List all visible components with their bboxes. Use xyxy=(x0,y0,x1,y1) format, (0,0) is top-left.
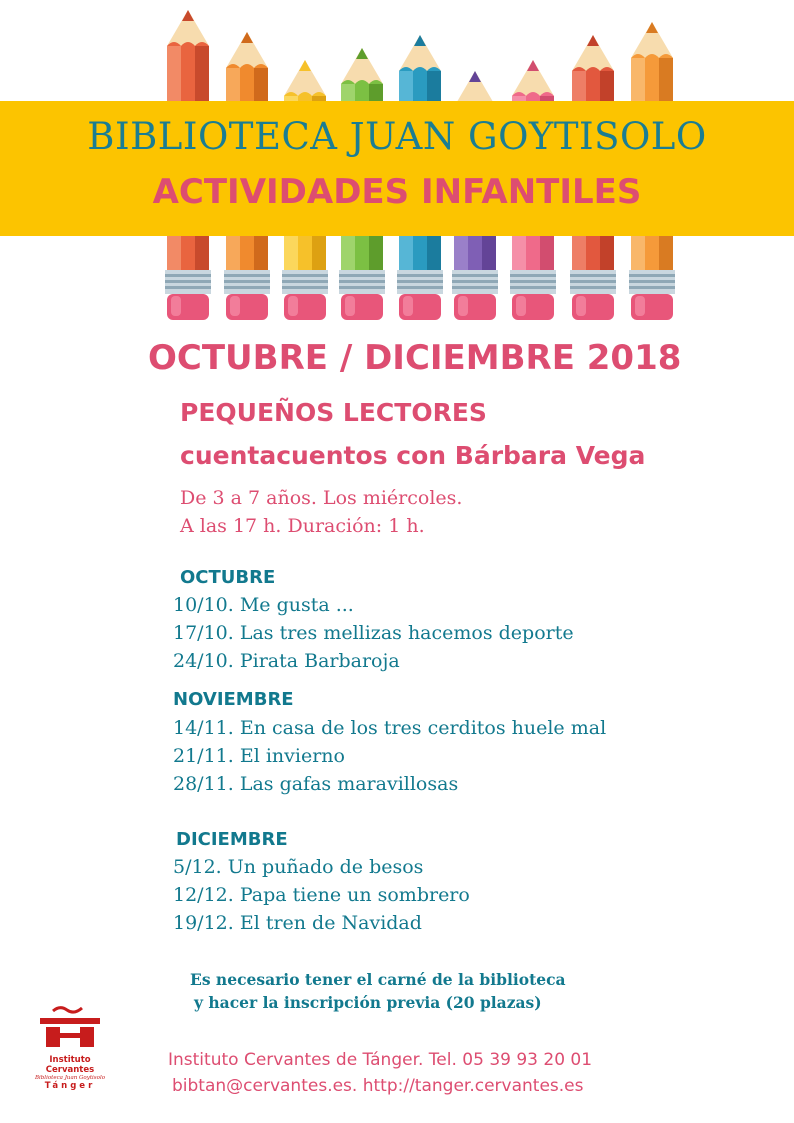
month-heading-december: DICIEMBRE xyxy=(176,829,288,850)
schedule-item: 17/10. Las tres mellizas hacemos deporte xyxy=(173,622,574,644)
pencil-eraser-highlight xyxy=(171,296,181,316)
pencil-lead-tip xyxy=(356,48,368,59)
library-title: BIBLIOTECA JUAN GOYTISOLO xyxy=(87,115,707,158)
pencil-ferrule-band xyxy=(339,280,385,283)
pencil-ferrule-band xyxy=(629,280,675,283)
cervantes-emblem-icon xyxy=(34,1005,106,1051)
schedule-item: 21/11. El invierno xyxy=(173,745,345,767)
pencil-ferrule-band xyxy=(397,280,443,283)
pencil-lead-tip xyxy=(241,32,253,43)
logo-line-3: Biblioteca Juan Goytisolo xyxy=(34,1075,106,1081)
program-description: cuentacuentos con Bárbara Vega xyxy=(180,441,646,470)
pencil-eraser-highlight xyxy=(345,296,355,316)
pencil-ferrule-band xyxy=(339,274,385,277)
pencil-ferrule-band xyxy=(165,274,211,277)
pencil-ferrule-band xyxy=(397,286,443,289)
pencil-ferrule-band xyxy=(282,286,328,289)
pencil-body-scallop xyxy=(572,67,614,71)
schedule-item: 24/10. Pirata Barbaroja xyxy=(173,650,400,672)
pencil-ferrule-band xyxy=(570,280,616,283)
pencil-body-scallop xyxy=(341,80,383,84)
pencil-ferrule-band xyxy=(339,286,385,289)
pencil-ferrule-band xyxy=(165,280,211,283)
pencil-lead-tip xyxy=(527,60,539,71)
pencil-lead-tip xyxy=(587,35,599,46)
pencil-ferrule-band xyxy=(570,274,616,277)
program-info-line-2: A las 17 h. Duración: 1 h. xyxy=(180,515,425,537)
pencil-body-scallop xyxy=(512,92,554,96)
logo-line-4: Tánger xyxy=(44,1081,96,1091)
program-info-line-1: De 3 a 7 años. Los miércoles. xyxy=(180,487,463,509)
pencil-ferrule-band xyxy=(224,280,270,283)
pencil-body-scallop xyxy=(399,67,441,71)
contact-line-2: bibtan@cervantes.es. http://tanger.cervantes.es xyxy=(172,1076,584,1096)
pencil-body-scallop xyxy=(226,64,268,68)
pencil-ferrule-band xyxy=(510,274,556,277)
pencil-body-scallop xyxy=(284,92,326,96)
pencil-lead-tip xyxy=(414,35,426,46)
cervantes-logo xyxy=(34,1005,106,1097)
schedule-item: 28/11. Las gafas maravillosas xyxy=(173,773,459,795)
pencil-ferrule-band xyxy=(397,274,443,277)
registration-note-line-2: y hacer la inscripción previa (20 plazas) xyxy=(194,993,542,1012)
pencil-eraser-highlight xyxy=(516,296,526,316)
program-name: PEQUEÑOS LECTORES xyxy=(180,398,487,427)
pencil-ferrule-band xyxy=(452,274,498,277)
pencil-lead-tip xyxy=(469,71,481,82)
pencil-ferrule-band xyxy=(165,286,211,289)
pencil-ferrule-band xyxy=(510,286,556,289)
pencil-ferrule-band xyxy=(224,286,270,289)
schedule-item: 10/10. Me gusta ... xyxy=(173,594,354,616)
pencil-eraser-highlight xyxy=(288,296,298,316)
pencil-body-scallop xyxy=(631,54,673,58)
schedule-item: 12/12. Papa tiene un sombrero xyxy=(173,884,470,906)
contact-line-1: Instituto Cervantes de Tánger. Tel. 05 39 93 20 01 xyxy=(168,1050,593,1070)
month-heading-october: OCTUBRE xyxy=(180,567,276,588)
month-heading-november: NOVIEMBRE xyxy=(173,689,294,710)
pencil-ferrule-band xyxy=(282,280,328,283)
logo-line-2: Cervantes xyxy=(45,1065,95,1075)
pencil-eraser-highlight xyxy=(458,296,468,316)
pencil-lead-tip xyxy=(182,10,194,21)
activities-subtitle: ACTIVIDADES INFANTILES xyxy=(152,172,642,212)
logo-line-1: Instituto xyxy=(49,1055,91,1065)
registration-note-line-1: Es necesario tener el carné de la biblioteca xyxy=(190,970,566,989)
pencil-body-scallop xyxy=(167,42,209,46)
pencil-ferrule-band xyxy=(452,280,498,283)
pencil-ferrule-band xyxy=(282,274,328,277)
pencil-ferrule-band xyxy=(224,274,270,277)
pencil-ferrule-band xyxy=(570,286,616,289)
schedule-item: 19/12. El tren de Navidad xyxy=(173,912,422,934)
period-heading: OCTUBRE / DICIEMBRE 2018 xyxy=(148,338,682,378)
pencil-eraser-highlight xyxy=(576,296,586,316)
pencil-lead-tip xyxy=(299,60,311,71)
schedule-item: 5/12. Un puñado de besos xyxy=(173,856,424,878)
pencil-eraser-highlight xyxy=(403,296,413,316)
pencil-ferrule-band xyxy=(452,286,498,289)
schedule-item: 14/11. En casa de los tres cerditos huele mal xyxy=(173,717,607,739)
pencil-eraser-highlight xyxy=(230,296,240,316)
pencil-ferrule-band xyxy=(629,286,675,289)
pencil-ferrule-band xyxy=(629,274,675,277)
pencil-lead-tip xyxy=(646,22,658,33)
pencil-eraser-highlight xyxy=(635,296,645,316)
pencil-ferrule-band xyxy=(510,280,556,283)
